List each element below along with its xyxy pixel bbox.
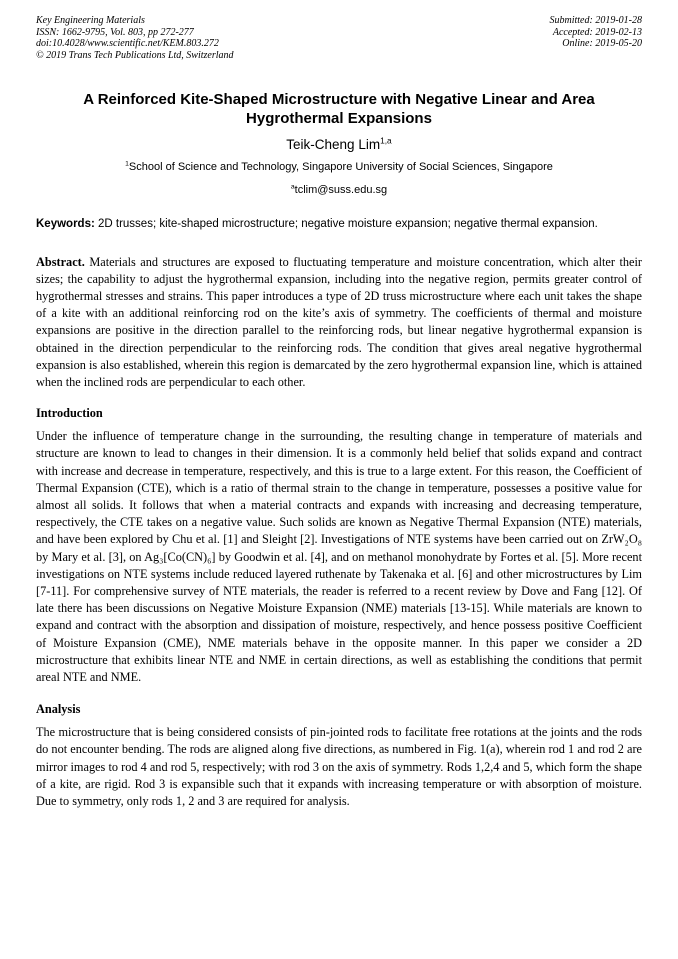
affiliation-line — [36, 161, 642, 173]
introduction-heading: Introduction — [36, 406, 103, 421]
abstract-label: Abstract. — [36, 254, 85, 269]
abstract-paragraph — [36, 254, 642, 392]
analysis-heading: Analysis — [36, 702, 81, 717]
journal-masthead — [36, 15, 642, 61]
journal-copyright: © 2019 Trans Tech Publications Ltd, Switzerland — [36, 49, 234, 61]
journal-issn-volume: ISSN: 1662-9795, Vol. 803, pp 272-277 — [36, 26, 194, 38]
online-date: Online: 2019-05-20 — [562, 38, 642, 49]
author-name: Teik-Cheng Lim — [286, 137, 381, 152]
section-introduction — [36, 406, 642, 686]
email-line — [36, 184, 642, 196]
email-text: tclim@suss.edu.sg — [294, 184, 388, 196]
keywords-text: 2D trusses; kite-shaped microstructure; negative moisture expansion; negative thermal expansion. — [94, 218, 598, 230]
journal-info-block — [36, 15, 234, 61]
submitted-date: Submitted: 2019-01-28 — [549, 15, 642, 26]
journal-name: Key Engineering Materials — [36, 15, 145, 26]
author-superscript: 1,a — [380, 135, 392, 146]
email-superscript: a — [290, 183, 295, 191]
introduction-paragraph: Under the influence of temperature change in the surrounding, the resulting change in temperature of materials and structure are known to lead to changes in their dimension. It is a commonly held belief that solids expand and contract with increase and decrease in temperature, respectively, and this is true to a large extent. For this reason, the Coefficient of Thermal Expansion (CTE), which is a ratio of thermal strain to the change in temperature, possesses a positive value for almost all solids. It follows that when a material contracts and expands with increasing and decreasing temperature, respectively, the CTE takes on a negative value. Such solids are known as Negative Thermal Expansion (NTE) materials, and have been explored by Chu et al. [1] and Sleight [2]. Investigations of NTE systems have been carried out on ZrW₂O₈ by Mary et al. [3], on Ag₃[Co(CN)₆] by Goodwin et al. [4], and on methanol monohydrate by Fortes et al. [5]. More recent investigations on NTE systems include reduced layered ruthenate by Takenaka et al. [6] and other microstructures by Lim [7-11]. For comprehensive survey of NTE materials, the reader is referred to a recent review by Dove and Fang [12]. Of late there has been discussions on Negative Moisture Expansion (NME) materials [13-15]. While materials are known to expand and contract with the absorption and dissipation of moisture, respectively, and hence possess positive Coefficient of Moisture Expansion (CME), NME materials behave in the opposite manner. In this paper we consider a 2D microstructure that exhibits linear NTE and NME in certain directions, as well as establishing the conditions that permit areal NTE and NME. — [36, 429, 642, 684]
analysis-paragraph: The microstructure that is being considered consists of pin-jointed rods to facilitate free rotations at the joints and the rods do not encounter bending. The rods are aligned along five directions, as numbered in Fig. 1(a), wherein rod 1 and rod 2 are mirror images to rod 4 and rod 5, respectively; with rod 3 on the axis of symmetry. Rods 1,2,4 and 5, which form the shape of a kite, are rigid. Rod 3 is expansible such that it expands with increasing temperature or with absorption of moisture. Due to symmetry, only rods 1, 2 and 3 are required for analysis. — [36, 725, 642, 808]
keywords-label: Keywords: — [36, 218, 95, 230]
section-analysis — [36, 702, 642, 810]
author-line — [36, 137, 642, 152]
submission-dates-block — [550, 15, 643, 61]
affiliation-superscript: 1 — [125, 160, 129, 168]
abstract-text: Materials and structures are exposed to fluctuating temperature and moisture concentration, which alter their sizes; the capability to adjust the hygrothermal expansion, including into the negative region, permits greater control of hygrothermal stresses and strains. This paper introduces a type of 2D truss microstructure where each unit takes the shape of a kite with an additional reinforcing rod on the kite’s axis of symmetry. The coefficients of thermal and moisture expansions are positive in the direction parallel to the reinforcing rods, but linear negative hygrothermal expansion is obtained in the direction perpendicular to the reinforcing rods. The condition that gives areal negative hygrothermal expansion is also established, wherein this region is demarcated by the zero hygrothermal expansion line, which is attained when the inclined rods are perpendicular to each other. — [36, 254, 642, 389]
keywords-paragraph — [36, 217, 642, 233]
affiliation-text: School of Science and Technology, Singapore University of Social Sciences, Singapore — [128, 161, 553, 173]
journal-doi: doi:10.4028/www.scientific.net/KEM.803.272 — [36, 38, 219, 49]
accepted-date: Accepted: 2019-02-13 — [552, 26, 642, 38]
paper-title: A Reinforced Kite-Shaped Microstructure with Negative Linear and Area Hygrothermal Expansions — [83, 91, 595, 127]
